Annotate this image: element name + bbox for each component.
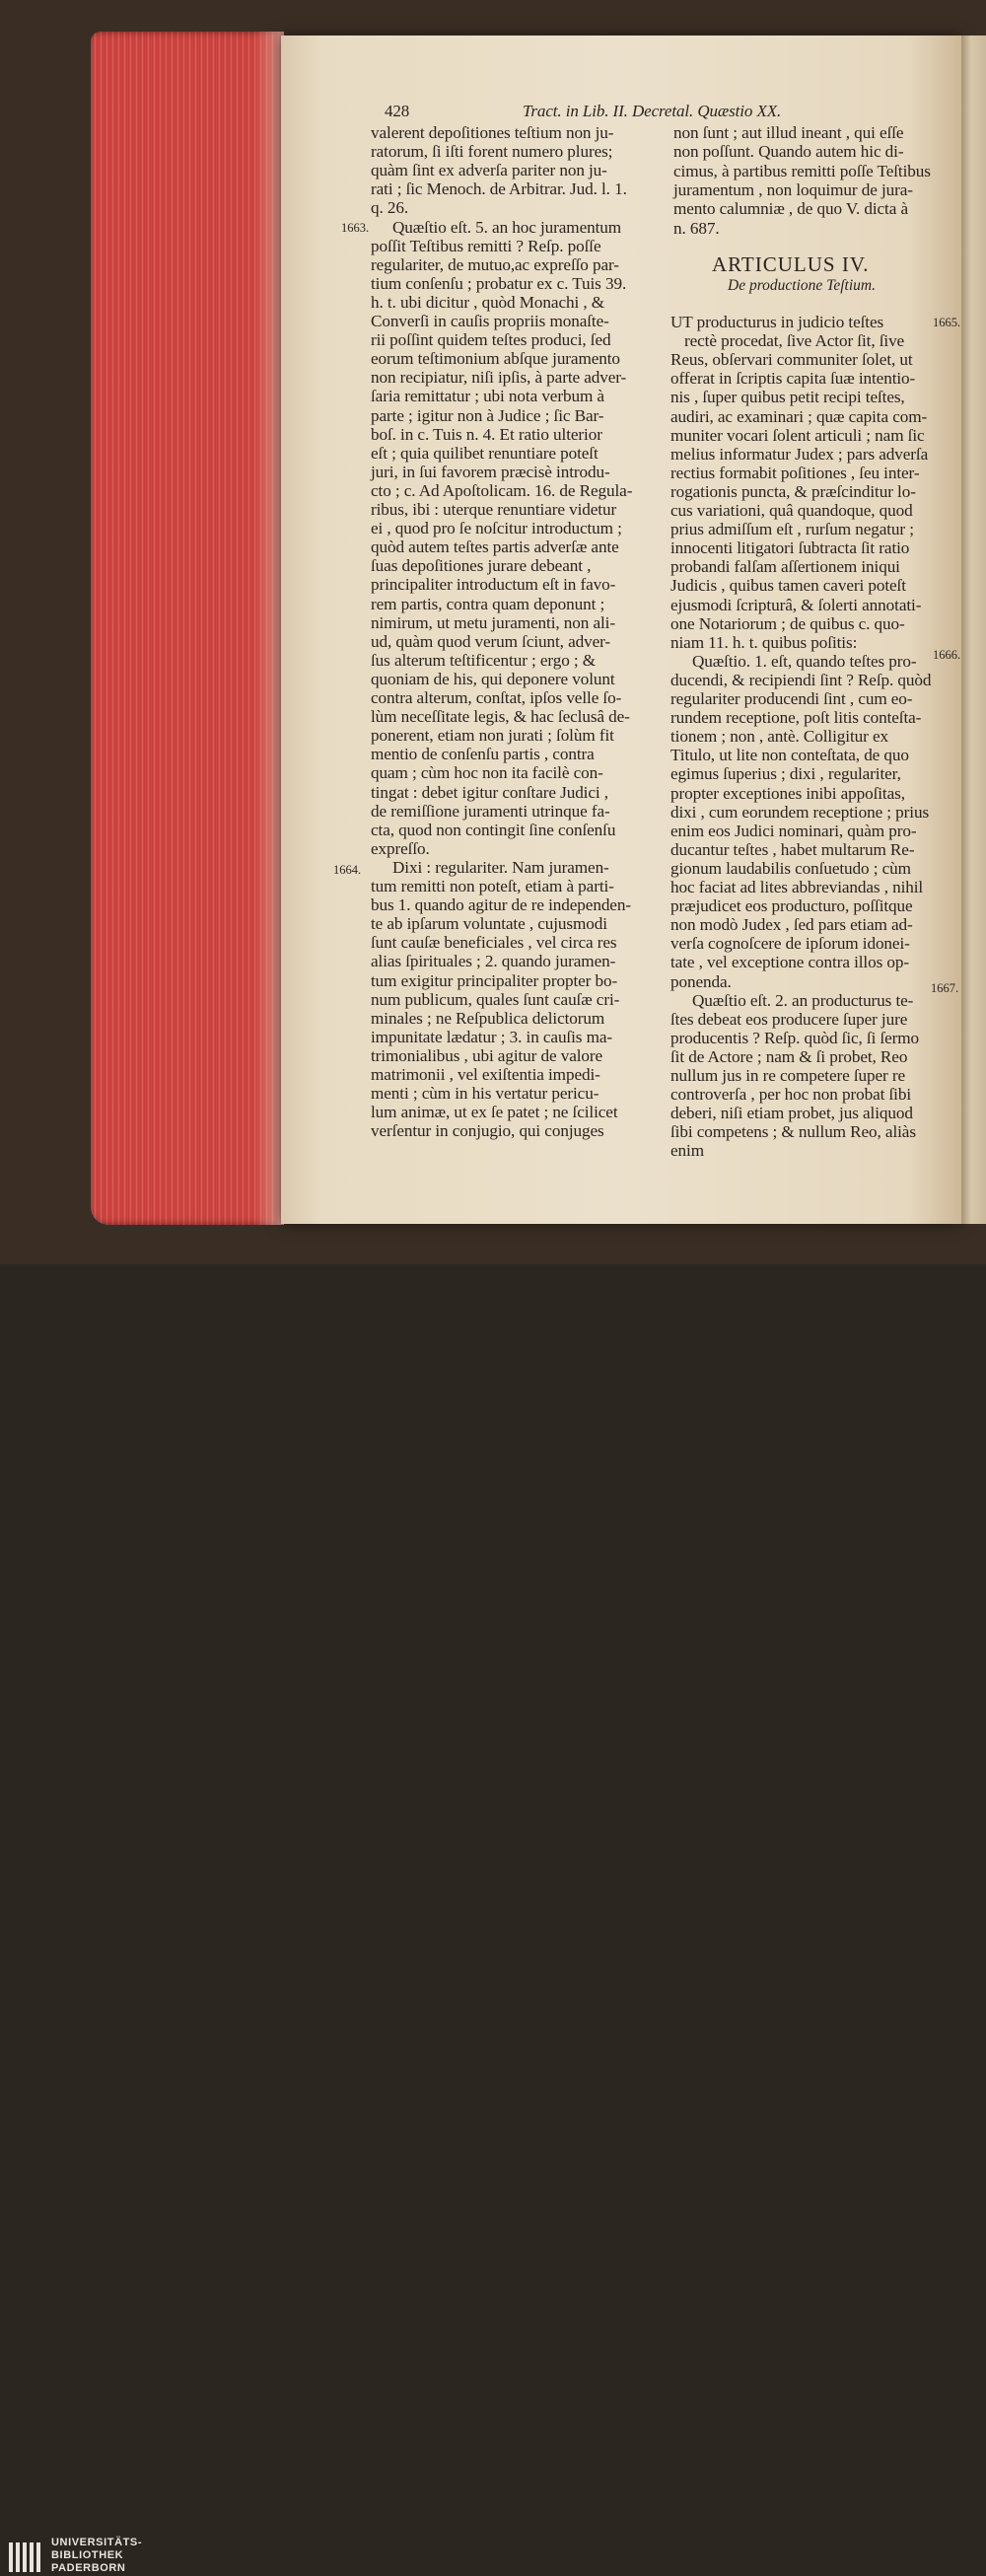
- text-line: contra alterum, conſtat, ipſos velle ſo-: [371, 688, 622, 707]
- text-line: menti ; cùm in his vertatur pericu-: [371, 1084, 599, 1104]
- text-line: impunitate lædatur ; 3. in cauſis ma-: [371, 1027, 612, 1046]
- text-line: nimirum, ut metu juramenti, non ali-: [371, 612, 615, 632]
- text-line: regulariter producendi ſint , cum eo-: [670, 689, 913, 708]
- text-line: producentis ? Reſp. quòd ſic, ſi ſermo: [670, 1028, 920, 1047]
- text-line: Converſi in cauſis propriis monaſte-: [371, 312, 609, 330]
- text-line: innocenti litigatori ſubtracta ſit ratio: [670, 538, 910, 558]
- text-line: Quæſtio eſt. 5. an hoc juramentum: [392, 217, 622, 237]
- text-line: tum remitti non poteſt, etiam à parti-: [371, 877, 614, 895]
- text-line: quam ; cùm hoc non ita facilè con-: [371, 763, 603, 783]
- text-line: quoniam de his, qui deponere volunt: [371, 669, 615, 688]
- text-line: num publicum, quales ſunt cauſæ cri-: [371, 989, 620, 1009]
- text-line: gionum laudabilis conſuetudo ; cùm: [670, 858, 911, 878]
- facing-page-edge: [961, 36, 986, 1224]
- text-line: ponenda.: [670, 971, 732, 991]
- text-line: muniter vocari ſolent articuli ; nam ſic: [670, 425, 925, 445]
- text-line: principaliter introductum eſt in favo-: [371, 575, 616, 595]
- text-line: nis , ſuper quibus petit recipi teſtes,: [670, 388, 905, 407]
- text-line: non ſunt ; aut illud ineant , qui eſſe: [673, 123, 904, 142]
- text-line: tium conſenſu ; probatur ex c. Tuis 39.: [371, 273, 627, 293]
- text-line: verſa cognoſcere de ipſorum idonei-: [670, 934, 910, 954]
- text-line: alias ſpirituales ; 2. quando juramen-: [371, 952, 616, 971]
- text-line: h. t. ubi dicitur , quòd Monachi , &: [371, 292, 605, 312]
- text-line: eſt ; quia quilibet renuntiare poteſt: [371, 443, 599, 463]
- text-line: hoc faciat ad lites abbreviandas , nihil: [670, 878, 924, 896]
- text-line: ejusmodi ſcripturâ, & ſolerti annotati-: [670, 595, 922, 614]
- text-line: boſ. in c. Tuis n. 4. Et ratio ulterior: [371, 424, 602, 444]
- text-line: ud, quàm quod verum ſciunt, adver-: [371, 631, 611, 651]
- text-line: parte ; igitur non à Judice ; ſic Bar-: [371, 405, 604, 425]
- margin-number-1667: 1667.: [931, 981, 959, 995]
- text-line: rectè procedat, ſive Actor ſit, ſive: [684, 331, 905, 351]
- text-line: nullum jus in re competere ſuper re: [670, 1066, 905, 1085]
- text-line: offerat in ſcriptis capita ſuæ intentio-: [670, 369, 916, 389]
- library-logo-icon: [7, 2539, 44, 2576]
- text-line: poſſit Teſtibus remitti ? Reſp. poſſe: [371, 236, 601, 255]
- text-line: ſus alterum teſtificentur ; ergo ; &: [371, 650, 597, 670]
- text-line: prius admiſſum eſt , rurſum negatur ;: [670, 520, 914, 539]
- institution-line-1: UNIVERSITÄTS-: [51, 2537, 143, 2548]
- text-line: non modò Judex , ſed pars etiam ad-: [670, 915, 913, 935]
- text-line: tate , vel exceptione contra illos op-: [670, 953, 909, 972]
- text-line: rectius formabit poſitiones , ſeu inter-: [670, 463, 920, 482]
- article-subheading: De productione Teſtium.: [728, 277, 876, 294]
- margin-number-1666: 1666.: [933, 648, 961, 662]
- text-line: ſit de Actore ; nam & ſi probet, Reo: [670, 1046, 908, 1066]
- text-line: ſaria remittatur ; ubi nota verbum à: [371, 387, 604, 406]
- institution-line-2: BIBLIOTHEK: [51, 2549, 124, 2561]
- text-line: enim eos Judici nominari, quàm pro-: [670, 821, 917, 840]
- institution-line-3: PADERBORN: [51, 2562, 126, 2574]
- scan-image: [0, 0, 986, 1264]
- text-line: ratorum, ſi iſti forent numero plures;: [371, 142, 613, 162]
- text-line: trimonialibus , ubi agitur de valore: [371, 1045, 603, 1065]
- text-line: ſuas depoſitiones jurare debeant ,: [371, 556, 592, 576]
- text-line: rii poſſint quidem teſtes produci, ſed: [371, 330, 611, 350]
- text-line: juramentum , non loquimur de jura-: [673, 179, 913, 199]
- text-line: mento calumniæ , de quo V. dicta à: [673, 199, 908, 219]
- text-line: audiri, ac examinari ; quæ capita com-: [670, 406, 928, 426]
- text-line: ponerent, etiam non jurati ; ſolùm fit: [371, 726, 614, 746]
- text-line: melius informatur Judex ; pars adverſa: [670, 444, 929, 464]
- text-line: niam 11. h. t. quibus poſitis:: [670, 632, 858, 652]
- text-line: matrimonii , vel exiſtentia impedi-: [371, 1065, 600, 1084]
- text-line: quòd autem teſtes partis adverſæ ante: [371, 537, 619, 557]
- text-line: verſentur in conjugio, qui conjuges: [371, 1121, 604, 1141]
- text-line: valerent depoſitiones teſtium non ju-: [371, 123, 614, 142]
- text-line: tingat : debet igitur conſtare Judici ,: [371, 782, 608, 802]
- text-line: ducantur teſtes , habet multarum Re-: [670, 839, 915, 859]
- page-number: 428: [385, 102, 410, 120]
- text-line: cimus, à partibus remitti poſſe Teſtibus: [673, 161, 931, 180]
- text-line: ducendi, & recipiendi ſint ? Reſp. quòd: [670, 670, 932, 689]
- text-line: ei , quod pro ſe noſcitur introductum ;: [371, 519, 622, 538]
- text-line: q. 26.: [371, 198, 409, 218]
- text-line: egimus ſuperius ; dixi , regulariter,: [670, 764, 901, 784]
- text-line: controverſa , per hoc non probat ſibi: [670, 1085, 912, 1105]
- text-line: non poſſunt. Quando autem hic di-: [673, 142, 904, 162]
- text-line: Judicis , quibus tamen caveri poteſt: [670, 576, 906, 596]
- text-line: rati ; ſic Menoch. de Arbitrar. Jud. l. 1.: [371, 179, 627, 199]
- text-line: Titulo, ut lite non conteſtata, de quo: [670, 746, 909, 765]
- text-line: lum animæ, ut ex ſe patet ; ne ſcilicet: [371, 1103, 618, 1122]
- text-line: UT producturus in judicio teſtes: [670, 313, 884, 331]
- text-line: ſunt cauſæ beneficiales , vel circa res: [371, 933, 617, 953]
- text-line: Quæſtio. 1. eſt, quando teſtes pro-: [692, 651, 917, 671]
- text-line: n. 687.: [673, 218, 720, 238]
- text-line: tum exigitur principaliter propter bo-: [371, 970, 618, 990]
- running-title: Tract. in Lib. II. Decretal. Quæstio XX.: [523, 102, 782, 120]
- text-line: Dixi : regulariter. Nam juramen-: [392, 857, 609, 877]
- text-line: rem partis, contra quam deponunt ;: [371, 594, 605, 613]
- text-line: de remiſſione juramenti utrinque fa-: [371, 801, 610, 821]
- margin-number-1664: 1664.: [333, 863, 362, 877]
- article-heading: ARTICULUS IV.: [712, 252, 870, 276]
- margin-number-1663: 1663.: [341, 221, 370, 235]
- text-line: regulariter, de mutuo,ac expreſſo par-: [371, 254, 619, 274]
- text-line: Reus, obſervari communiter ſolet, ut: [670, 350, 913, 370]
- text-line: ſtes debeat eos producere ſuper jure: [670, 1009, 908, 1029]
- text-line: juri, in ſui favorem præcisè introdu-: [371, 462, 610, 481]
- text-line: lùm neceſſitate legis, & hac ſeclusâ de-: [371, 707, 630, 727]
- text-line: minales ; ne Reſpublica delictorum: [371, 1008, 605, 1028]
- book-page-edge: [91, 32, 284, 1225]
- text-line: cus variationi, quâ quandoque, quod: [670, 501, 913, 520]
- text-line: bus 1. quando agitur de re independen-: [371, 895, 631, 915]
- margin-number-1665: 1665.: [933, 316, 961, 329]
- text-line: Quæſtio eſt. 2. an producturus te-: [692, 990, 914, 1010]
- text-line: quàm ſint ex adverſa pariter non ju-: [371, 161, 607, 180]
- text-line: propter exceptiones inibi appoſitas,: [670, 783, 905, 803]
- text-line: cta, quod non contingit ſine conſenſu: [371, 820, 616, 839]
- text-line: enim: [670, 1141, 704, 1161]
- text-line: dixi , cum eorundem receptione ; prius: [670, 802, 930, 822]
- text-line: cto ; c. Ad Apoſtolicam. 16. de Regula-: [371, 480, 633, 500]
- text-line: rundem receptione, poſt litis conteſta-: [670, 708, 922, 728]
- text-line: ribus, ibi : uterque renuntiare videtur: [371, 500, 617, 519]
- footer-bar: [0, 1264, 986, 2574]
- text-line: eorum teſtimonium abſque juramento: [371, 349, 620, 369]
- text-line: one Notariorum ; de quibus c. quo-: [670, 613, 905, 633]
- text-line: deberi, niſi etiam probet, jus aliquod: [670, 1104, 913, 1123]
- text-line: ſibi competens ; & nullum Reo, aliàs: [670, 1122, 916, 1142]
- text-line: expreſſo.: [371, 838, 430, 858]
- text-line: probandi falſam aſſertionem iniqui: [670, 557, 900, 577]
- text-line: tionem ; non , antè. Colligitur ex: [670, 727, 888, 747]
- text-line: rogationis puncta, & præſcinditur lo-: [670, 481, 916, 501]
- text-line: præjudicet eos producturo, poſſitque: [670, 896, 913, 916]
- text-line: mentio de conſenſu partis , contra: [371, 745, 595, 764]
- text-line: non recipiatur, niſi ipſis, à parte adver-: [371, 368, 627, 388]
- text-line: te ab ipſarum voluntate , cujusmodi: [371, 914, 607, 934]
